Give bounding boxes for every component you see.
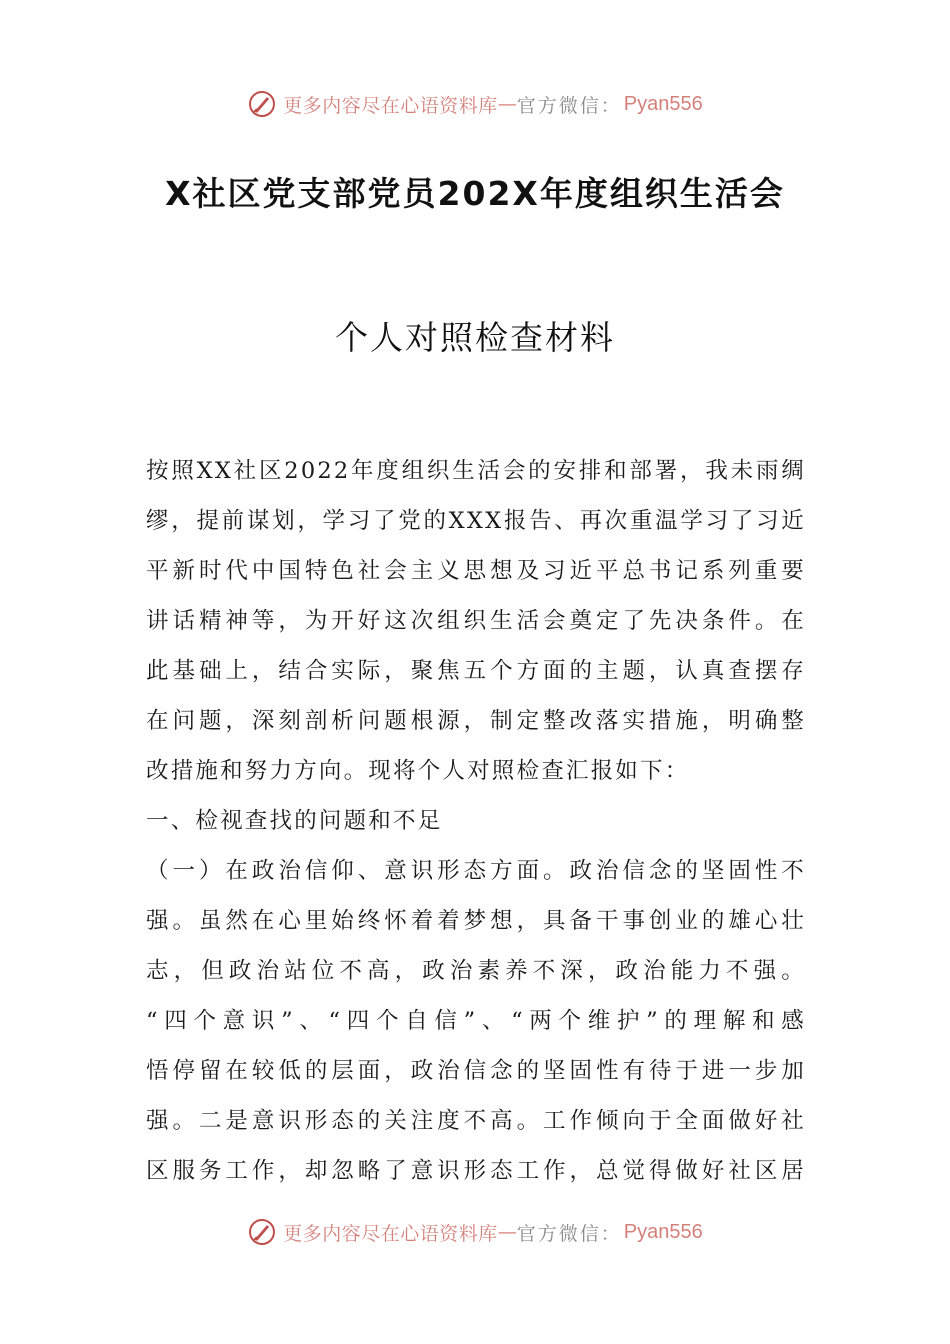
- body-line: 强。虽然在心里始终怀着着梦想，具备干事创业的雄心壮: [146, 908, 806, 934]
- body-line: “四个意识”、“四个自信”、“两个维护”的理解和感: [146, 1008, 806, 1034]
- watermark-dash: —: [497, 1221, 517, 1243]
- watermark-header: [0, 84, 950, 124]
- body-line: 改措施和努力方向。现将个人对照检查汇报如下：: [146, 758, 690, 784]
- body-line: 按照XX社区2022年度组织生活会的安排和部署，我未雨绸: [146, 458, 806, 484]
- watermark-label: 官方微信：: [516, 94, 622, 117]
- body-line: 在问题，深刻剖析问题根源，制定整改落实措施，明确整: [146, 708, 806, 734]
- quill-logo-icon: [247, 1217, 277, 1247]
- body-line: 讲话精神等，为开好这次组织生活会奠定了先决条件。在: [146, 608, 806, 634]
- body-line: 区服务工作，却忽略了意识形态工作，总觉得做好社区居: [146, 1158, 806, 1184]
- body-line: 悟停留在较低的层面，政治信念的坚固性有待于进一步加: [146, 1058, 806, 1084]
- watermark-label: 官方微信：: [516, 1222, 622, 1245]
- watermark-dash: —: [497, 93, 517, 115]
- body-line: 缪，提前谋划，学习了党的XXX报告、再次重温学习了习近: [146, 508, 806, 534]
- body-line: 平新时代中国特色社会主义思想及习近平总书记系列重要: [146, 558, 806, 584]
- quill-logo-icon: [247, 89, 277, 119]
- body-line: （一）在政治信仰、意识形态方面。政治信念的坚固性不: [146, 858, 806, 884]
- body-line: 此基础上，结合实际，聚焦五个方面的主题，认真查摆存: [146, 658, 806, 684]
- watermark-id: Pyan556: [623, 1220, 703, 1243]
- section-heading: 一、检视查找的问题和不足: [146, 808, 443, 834]
- document-title-line1: X社区党支部党员202X年度组织生活会: [165, 174, 785, 213]
- document-body: [146, 446, 806, 1196]
- body-line: 志，但政治站位不高，政治素养不深，政治能力不强。: [146, 958, 806, 984]
- body-line: 强。二是意识形态的关注度不高。工作倾向于全面做好社: [146, 1108, 806, 1134]
- watermark-site-text: 更多内容尽在心语资料库: [283, 1222, 498, 1245]
- watermark-id: Pyan556: [623, 92, 703, 115]
- watermark-site-text: 更多内容尽在心语资料库: [283, 94, 498, 117]
- document-title-line2: 个人对照检查材料: [335, 318, 615, 357]
- watermark-footer: [0, 1212, 950, 1252]
